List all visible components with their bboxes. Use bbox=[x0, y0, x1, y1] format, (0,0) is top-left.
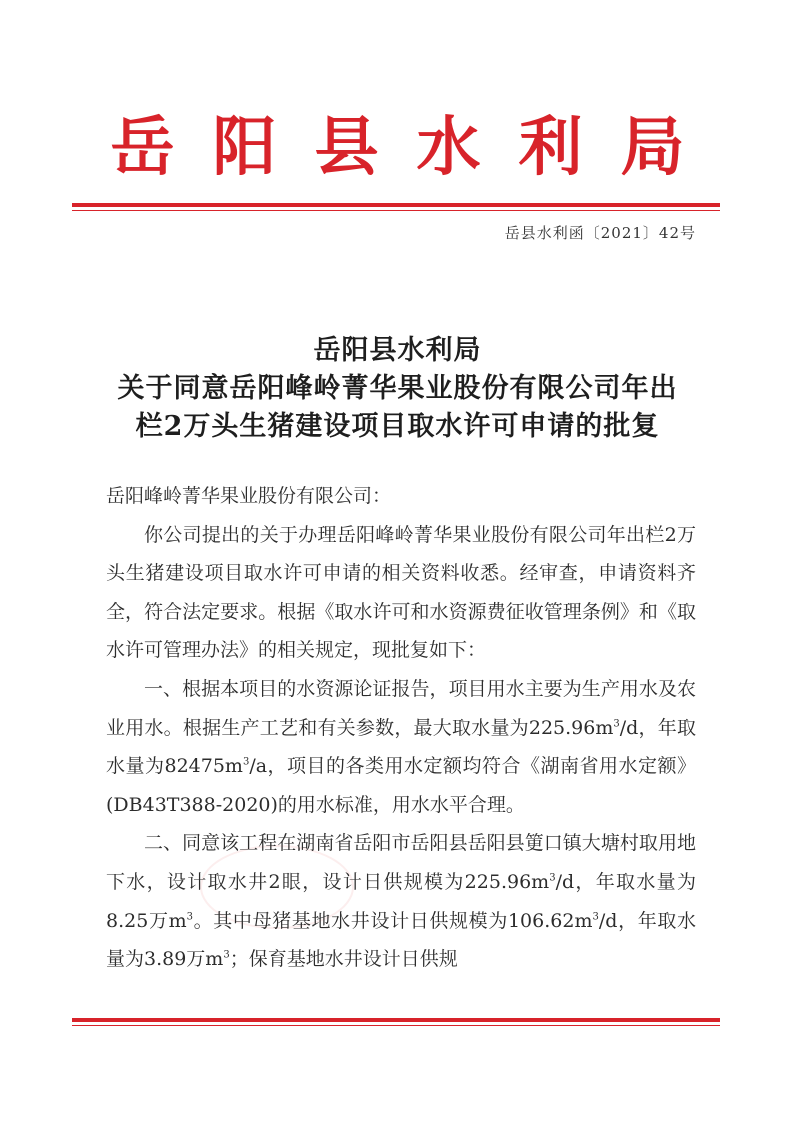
paragraph-item-2-part-a: 二、同意该工程在湖南省岳阳市岳阳县岳阳县筻口镇大塘村取用地下水，设计取水井2眼，设计日供规模为225.96m bbox=[106, 832, 696, 893]
document-body bbox=[106, 477, 696, 979]
paragraph-item-2-part-c: 。其中母猪基地水井设计日供规模为106.62m bbox=[193, 909, 593, 932]
document-number: 岳县水利函〔2021〕42号 bbox=[504, 224, 696, 242]
salutation: 岳阳峰岭菁华果业股份有限公司： bbox=[106, 485, 392, 507]
title-line-1: 岳阳县水利局 bbox=[313, 335, 482, 366]
superscript-3: 3 bbox=[613, 718, 620, 730]
agency-masthead: 岳阳县水利局 bbox=[110, 110, 723, 185]
footer-rule-thin bbox=[72, 1025, 720, 1026]
paragraph-item-2-part-b: /d，年取水量为8.25万m bbox=[106, 870, 696, 932]
paragraph-intro: 你公司提出的关于办理岳阳峰岭菁华果业股份有限公司年出栏2万头生猪建设项目取水许可申请的相关资料收悉。经审查，申请资料齐全，符合法定要求。根据《取水许可和水资源费征收管理条例》和《取水许可管理办法》的相关规定，现批复如下： bbox=[106, 523, 696, 662]
footer-rule-thick bbox=[72, 1018, 720, 1022]
title-line-2: 关于同意岳阳峰岭菁华果业股份有限公司年出 bbox=[117, 373, 678, 404]
paragraph-item-1-part-c: /a，项目的各类用水定额均符合《湖南省用水定额》(DB43T388-2020)的用水标准，用水水平合理。 bbox=[106, 755, 696, 816]
paragraph-item-2 bbox=[106, 824, 696, 978]
superscript-3: 3 bbox=[223, 949, 230, 961]
paragraph-item-1-part-a: 一、根据本项目的水资源论证报告，项目用水主要为生产用水及农业用水。根据生产工艺和有关参数，最大取水量为225.96m bbox=[106, 677, 696, 739]
header-rule-thin bbox=[72, 210, 720, 211]
title-line-3: 栏2万头生猪建设项目取水许可申请的批复 bbox=[135, 411, 660, 442]
paragraph-item-1 bbox=[106, 670, 696, 824]
header-rule-thick bbox=[72, 203, 720, 207]
paragraph-item-2-part-d: /d，年取水量为3.89万m bbox=[106, 909, 697, 971]
superscript-3: 3 bbox=[592, 911, 599, 923]
paragraph-item-1-part-b: /d，年取水量为82475m bbox=[106, 716, 696, 778]
superscript-3: 3 bbox=[186, 911, 193, 923]
document-title bbox=[70, 332, 725, 446]
superscript-3: 3 bbox=[242, 756, 250, 768]
superscript-3: 3 bbox=[549, 872, 556, 884]
paragraph-item-2-part-e: ；保育基地水井设计日供规 bbox=[229, 948, 458, 971]
